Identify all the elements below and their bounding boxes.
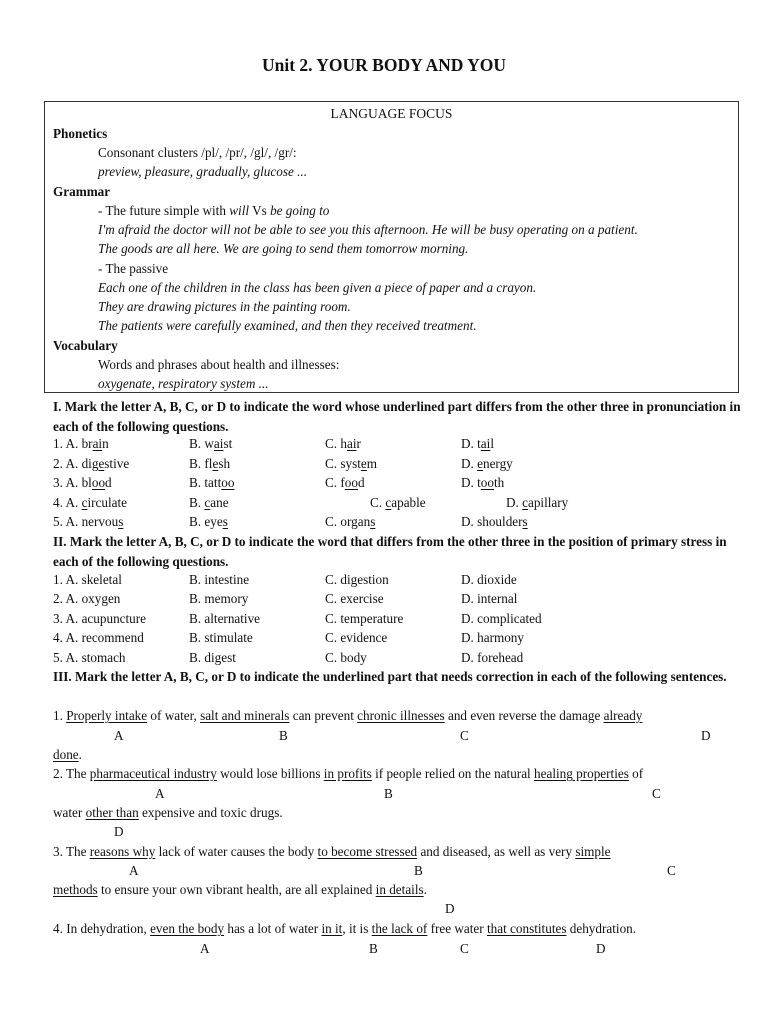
question-option: B. eyes xyxy=(189,514,228,529)
question-option: 2. A. digestive xyxy=(53,456,130,471)
option-letter-b: B xyxy=(384,786,393,801)
question-option: C. capable xyxy=(370,495,426,510)
language-focus-heading: LANGUAGE FOCUS xyxy=(330,106,453,121)
option-letter-d: D xyxy=(114,824,124,839)
sentence-1-continued: done. xyxy=(53,747,82,762)
grammar-example: The patients were carefully examined, and then they received treatment. xyxy=(98,318,477,333)
question-option: 4. A. recommend xyxy=(53,630,144,645)
option-letter-c: C xyxy=(460,728,469,743)
question-option: C. organs xyxy=(325,514,376,529)
vocabulary-examples: oxygenate, respiratory system ... xyxy=(98,376,269,391)
question-option: 3. A. blood xyxy=(53,475,112,490)
phonetics-label: Phonetics xyxy=(53,126,108,141)
question-option: D. tooth xyxy=(461,475,505,490)
question-option: C. body xyxy=(325,650,367,665)
question-option: C. exercise xyxy=(325,591,384,606)
option-letter-d: D xyxy=(596,941,606,956)
option-letter-b: B xyxy=(369,941,378,956)
section-1-instruction: I. Mark the letter A, B, C, or D to indicate the word whose underlined part differs from the other three in pronunciation in each of the following questions. xyxy=(53,399,741,434)
sentence-3-continued: methods to ensure your own vibrant health, are all explained in details. xyxy=(53,882,427,897)
sentence-2-continued: water other than expensive and toxic drugs. xyxy=(53,805,283,820)
question-option: C. food xyxy=(325,475,365,490)
option-letter-d: D xyxy=(445,901,455,916)
question-option: D. shoulders xyxy=(461,514,528,529)
question-option: B. digest xyxy=(189,650,236,665)
question-option: B. waist xyxy=(189,436,233,451)
question-option: C. hair xyxy=(325,436,361,451)
question-option: B. stimulate xyxy=(189,630,253,645)
sentence-2: 2. The pharmaceutical industry would lose billions in profits if people relied on the natural healing properties of xyxy=(53,766,644,781)
question-option: C. temperature xyxy=(325,611,404,626)
phonetics-examples: preview, pleasure, gradually, glucose ... xyxy=(98,164,308,179)
question-option: 2. A. oxygen xyxy=(53,591,121,606)
grammar-example: Each one of the children in the class has been given a piece of paper and a crayon. xyxy=(98,280,537,295)
grammar-passive-line: - The passive xyxy=(98,261,169,276)
question-option: C. system xyxy=(325,456,378,471)
question-option: B. cane xyxy=(189,495,229,510)
option-letter-c: C xyxy=(460,941,469,956)
question-option: C. digestion xyxy=(325,572,389,587)
option-letter-d: D xyxy=(701,728,711,743)
question-option: B. tattoo xyxy=(189,475,235,490)
question-option: D. complicated xyxy=(461,611,542,626)
question-option: D. tail xyxy=(461,436,494,451)
sentence-4: 4. In dehydration, even the body has a lot of water in it, it is the lack of free water that constitutes dehydration. xyxy=(53,921,637,936)
option-letter-c: C xyxy=(652,786,661,801)
option-letter-a: A xyxy=(200,941,210,956)
grammar-future-line: - The future simple with will Vs be going to xyxy=(98,203,330,218)
grammar-example: They are drawing pictures in the painting room. xyxy=(98,299,351,314)
question-option: 1. A. skeletal xyxy=(53,572,122,587)
question-option: 4. A. circulate xyxy=(53,495,127,510)
question-option: 5. A. nervous xyxy=(53,514,124,529)
grammar-example: I'm afraid the doctor will not be able to see you this afternoon. He will be busy operating on a patient. xyxy=(98,222,638,237)
option-letter-a: A xyxy=(114,728,124,743)
question-option: D. internal xyxy=(461,591,518,606)
grammar-example: The goods are all here. We are going to send them tomorrow morning. xyxy=(98,241,469,256)
option-letter-b: B xyxy=(414,863,423,878)
option-letter-b: B xyxy=(279,728,288,743)
language-focus-box xyxy=(44,101,739,393)
phonetics-line: Consonant clusters /pl/, /pr/, /gl/, /gr/: xyxy=(98,145,297,160)
question-option: C. evidence xyxy=(325,630,388,645)
vocabulary-line: Words and phrases about health and illnesses: xyxy=(98,357,340,372)
question-option: 3. A. acupuncture xyxy=(53,611,147,626)
option-letter-c: C xyxy=(667,863,676,878)
question-option: B. memory xyxy=(189,591,249,606)
question-option: D. harmony xyxy=(461,630,524,645)
section-3-instruction: III. Mark the letter A, B, C, or D to indicate the underlined part that needs correction in each of the following sentences. xyxy=(53,669,727,684)
page-title: Unit 2. YOUR BODY AND YOU xyxy=(261,55,507,75)
question-option: D. forehead xyxy=(461,650,524,665)
grammar-label: Grammar xyxy=(53,184,111,199)
sentence-1: 1. Properly intake of water, salt and minerals can prevent chronic illnesses and even reverse the damage already xyxy=(53,708,643,723)
question-option: D. dioxide xyxy=(461,572,517,587)
option-letter-a: A xyxy=(155,786,165,801)
vocabulary-label: Vocabulary xyxy=(53,338,118,353)
question-option: B. alternative xyxy=(189,611,261,626)
question-option: 5. A. stomach xyxy=(53,650,126,665)
section-2-instruction: II. Mark the letter A, B, C, or D to indicate the word that differs from the other three in the position of primary stress in each of the following questions. xyxy=(53,534,727,569)
option-letter-a: A xyxy=(129,863,139,878)
sentence-3: 3. The reasons why lack of water causes the body to become stressed and diseased, as well as very simple xyxy=(53,844,611,859)
question-option: B. intestine xyxy=(189,572,250,587)
question-option: 1. A. brain xyxy=(53,436,109,451)
question-option: B. flesh xyxy=(189,456,231,471)
question-option: D. energy xyxy=(461,456,513,471)
question-option: D. capillary xyxy=(506,495,569,510)
